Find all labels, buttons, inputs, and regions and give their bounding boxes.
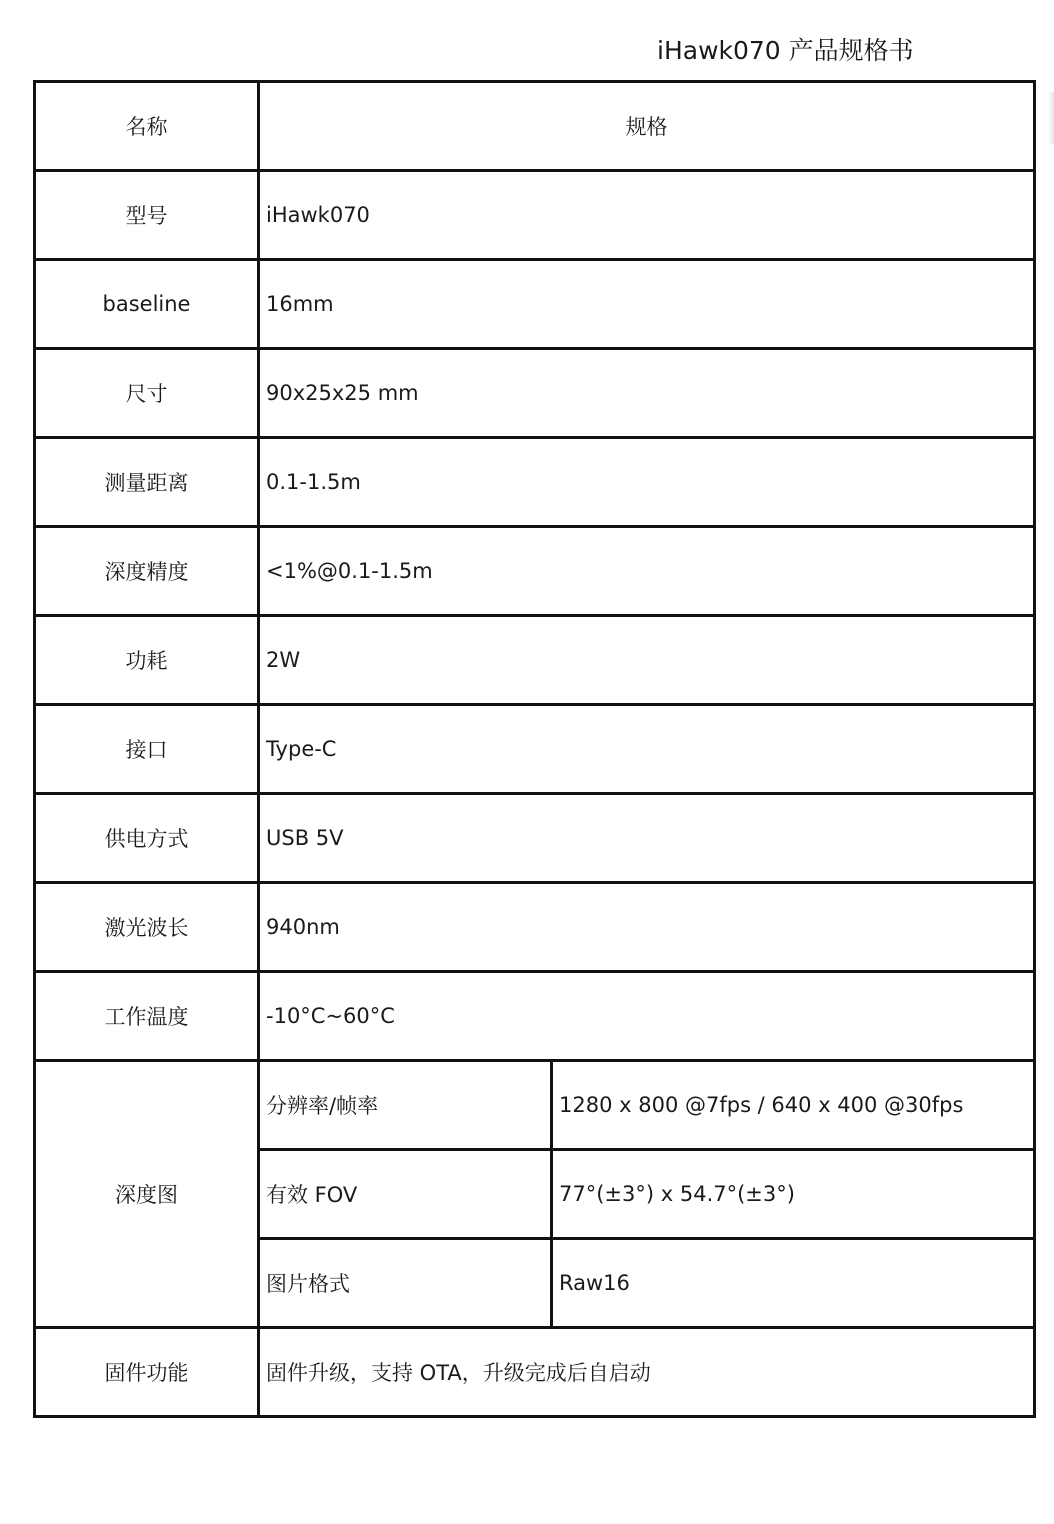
table-header-row bbox=[35, 82, 1035, 171]
spec-table bbox=[33, 80, 1036, 1418]
row-name-size: 尺寸 bbox=[35, 349, 259, 438]
table-row bbox=[35, 972, 1035, 1061]
table-row bbox=[35, 1328, 1035, 1417]
row-value-interface: Type-C bbox=[259, 705, 1035, 794]
header-name-cell: 名称 bbox=[35, 82, 259, 171]
depth-map-value-fov: 77°(±3°) x 54.7°(±3°) bbox=[552, 1150, 1035, 1239]
header-spec-cell: 规格 bbox=[259, 82, 1035, 171]
row-value-accuracy: <1%@0.1-1.5m bbox=[259, 527, 1035, 616]
row-value-power-supply: USB 5V bbox=[259, 794, 1035, 883]
table-row bbox=[35, 349, 1035, 438]
row-value-model: iHawk070 bbox=[259, 171, 1035, 260]
row-name-power-supply: 供电方式 bbox=[35, 794, 259, 883]
page-edge-shadow bbox=[1048, 92, 1054, 144]
row-value-operating-temp: -10°C~60°C bbox=[259, 972, 1035, 1061]
table-row bbox=[35, 883, 1035, 972]
row-name-power: 功耗 bbox=[35, 616, 259, 705]
table-row bbox=[35, 705, 1035, 794]
row-value-range: 0.1-1.5m bbox=[259, 438, 1035, 527]
row-name-model: 型号 bbox=[35, 171, 259, 260]
depth-map-value-resolution: 1280 x 800 @7fps / 640 x 400 @30fps bbox=[552, 1061, 1035, 1150]
table-row bbox=[35, 171, 1035, 260]
row-value-baseline: 16mm bbox=[259, 260, 1035, 349]
table-row bbox=[35, 527, 1035, 616]
depth-map-label-fov: 有效 FOV bbox=[259, 1150, 552, 1239]
table-row bbox=[35, 616, 1035, 705]
depth-map-label-resolution: 分辨率/帧率 bbox=[259, 1061, 552, 1150]
depth-map-value-format: Raw16 bbox=[552, 1239, 1035, 1328]
row-value-firmware: 固件升级，支持 OTA，升级完成后自启动 bbox=[259, 1328, 1035, 1417]
table-row bbox=[35, 1061, 1035, 1150]
row-name-operating-temp: 工作温度 bbox=[35, 972, 259, 1061]
row-name-firmware: 固件功能 bbox=[35, 1328, 259, 1417]
document-title: iHawk070 产品规格书 bbox=[657, 36, 914, 65]
table-row bbox=[35, 260, 1035, 349]
table-row bbox=[35, 438, 1035, 527]
row-value-power: 2W bbox=[259, 616, 1035, 705]
row-name-range: 测量距离 bbox=[35, 438, 259, 527]
row-value-laser-wavelength: 940nm bbox=[259, 883, 1035, 972]
row-name-accuracy: 深度精度 bbox=[35, 527, 259, 616]
row-name-depth-map: 深度图 bbox=[35, 1061, 259, 1328]
row-value-size: 90x25x25 mm bbox=[259, 349, 1035, 438]
row-name-baseline: baseline bbox=[35, 260, 259, 349]
depth-map-label-format: 图片格式 bbox=[259, 1239, 552, 1328]
row-name-interface: 接口 bbox=[35, 705, 259, 794]
row-name-laser-wavelength: 激光波长 bbox=[35, 883, 259, 972]
table-row bbox=[35, 794, 1035, 883]
